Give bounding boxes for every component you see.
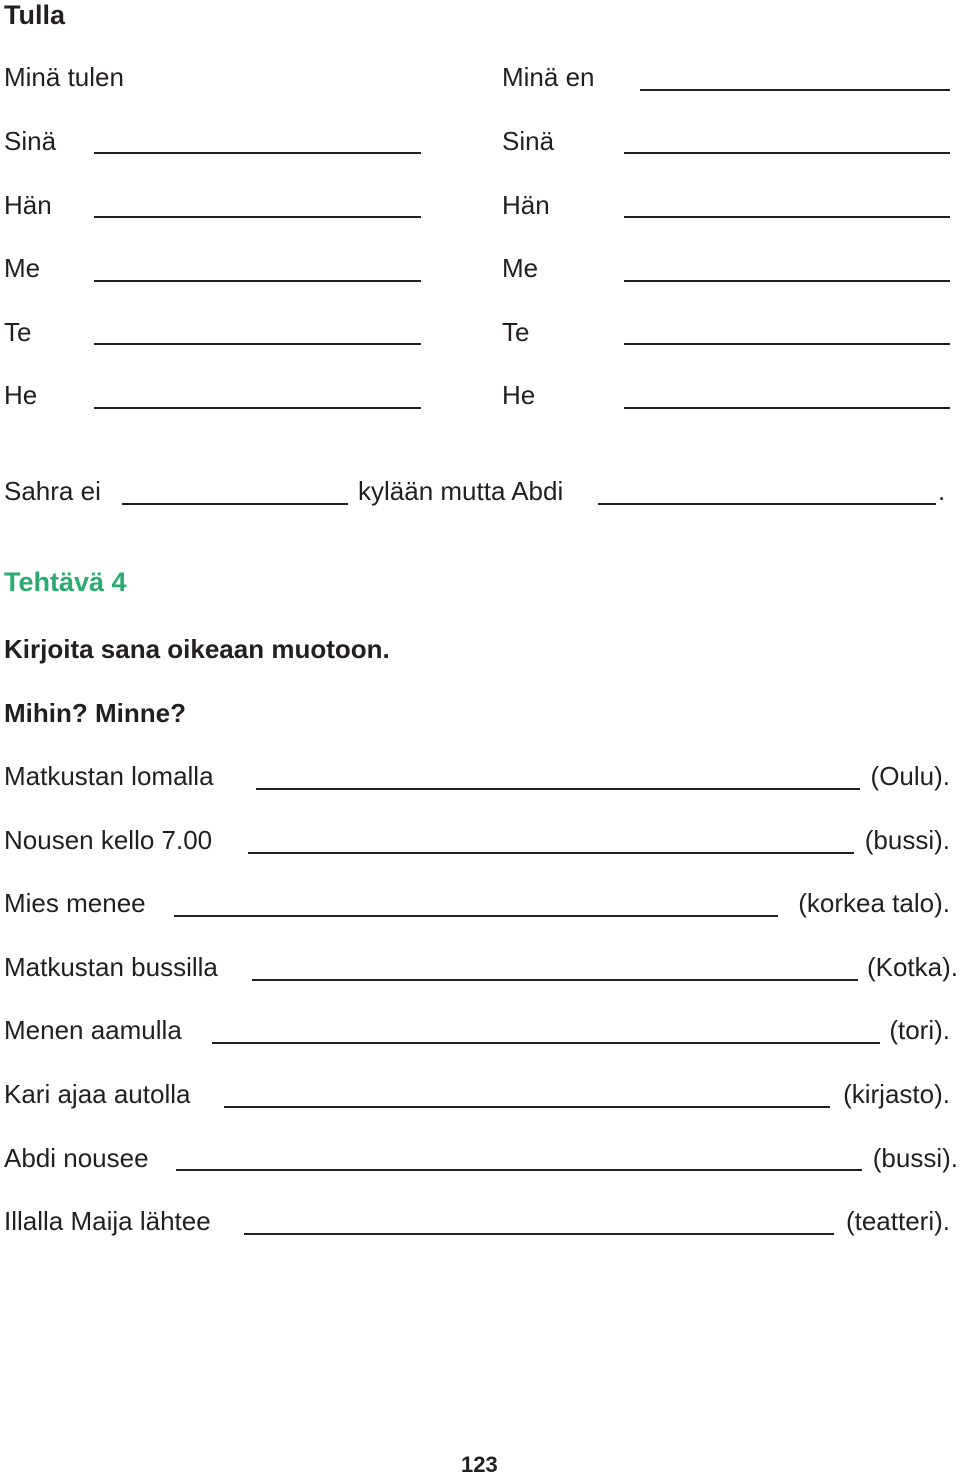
answer-blank[interactable] (598, 503, 936, 505)
answer-blank[interactable] (624, 152, 950, 154)
answer-blank[interactable] (256, 788, 860, 790)
answer-blank[interactable] (640, 89, 950, 91)
exercise-question: Mihin? Minne? (4, 698, 186, 728)
exercise-word: (bussi). (872, 1143, 958, 1173)
answer-blank[interactable] (248, 852, 854, 854)
pronoun-label: Sinä (4, 126, 57, 156)
pronoun-label: Me (4, 253, 41, 283)
answer-blank[interactable] (624, 216, 950, 218)
exercise-word: (tori). (889, 1015, 950, 1045)
pronoun-label: He (4, 380, 38, 410)
conjugation-left-first: Minä tulen (4, 62, 124, 92)
answer-blank[interactable] (252, 979, 858, 981)
answer-blank[interactable] (94, 343, 421, 345)
exercise-prompt: Menen aamulla (4, 1015, 182, 1045)
pronoun-label: Me (502, 253, 539, 283)
answer-blank[interactable] (174, 915, 778, 917)
page-number: 123 (461, 1452, 498, 1477)
sentence-part2: kylään mutta Abdi (358, 476, 564, 506)
pronoun-label: Hän (502, 190, 550, 220)
exercise-prompt: Mies menee (4, 888, 146, 918)
answer-blank[interactable] (244, 1233, 834, 1235)
exercise-word: (kirjasto). (843, 1079, 950, 1109)
section-title: Tulla (4, 0, 66, 30)
answer-blank[interactable] (212, 1042, 880, 1044)
answer-blank[interactable] (624, 407, 950, 409)
pronoun-label: Te (502, 317, 530, 347)
answer-blank[interactable] (624, 280, 950, 282)
pronoun-label: Te (4, 317, 32, 347)
sentence-end: . (938, 476, 946, 506)
exercise-prompt: Abdi nousee (4, 1143, 149, 1173)
pronoun-label: Hän (4, 190, 52, 220)
exercise-word: (teatteri). (845, 1206, 950, 1236)
exercise-prompt: Matkustan bussilla (4, 952, 218, 982)
exercise-instruction: Kirjoita sana oikeaan muotoon. (4, 634, 390, 664)
answer-blank[interactable] (122, 503, 348, 505)
answer-blank[interactable] (624, 343, 950, 345)
answer-blank[interactable] (176, 1169, 862, 1171)
exercise-title: Tehtävä 4 (4, 567, 127, 597)
exercise-word: (korkea talo). (798, 888, 950, 918)
answer-blank[interactable] (94, 407, 421, 409)
pronoun-label: Sinä (502, 126, 555, 156)
exercise-word: (bussi). (864, 825, 950, 855)
exercise-prompt: Kari ajaa autolla (4, 1079, 191, 1109)
answer-blank[interactable] (94, 216, 421, 218)
exercise-word: (Kotka). (866, 952, 958, 982)
sentence-part1: Sahra ei (4, 476, 101, 506)
conjugation-right-first: Minä en (502, 62, 595, 92)
exercise-prompt: Illalla Maija lähtee (4, 1206, 211, 1236)
exercise-prompt: Nousen kello 7.00 (4, 825, 213, 855)
answer-blank[interactable] (224, 1106, 830, 1108)
exercise-prompt: Matkustan lomalla (4, 761, 214, 791)
exercise-word: (Oulu). (870, 761, 950, 791)
answer-blank[interactable] (94, 280, 421, 282)
pronoun-label: He (502, 380, 536, 410)
answer-blank[interactable] (94, 152, 421, 154)
